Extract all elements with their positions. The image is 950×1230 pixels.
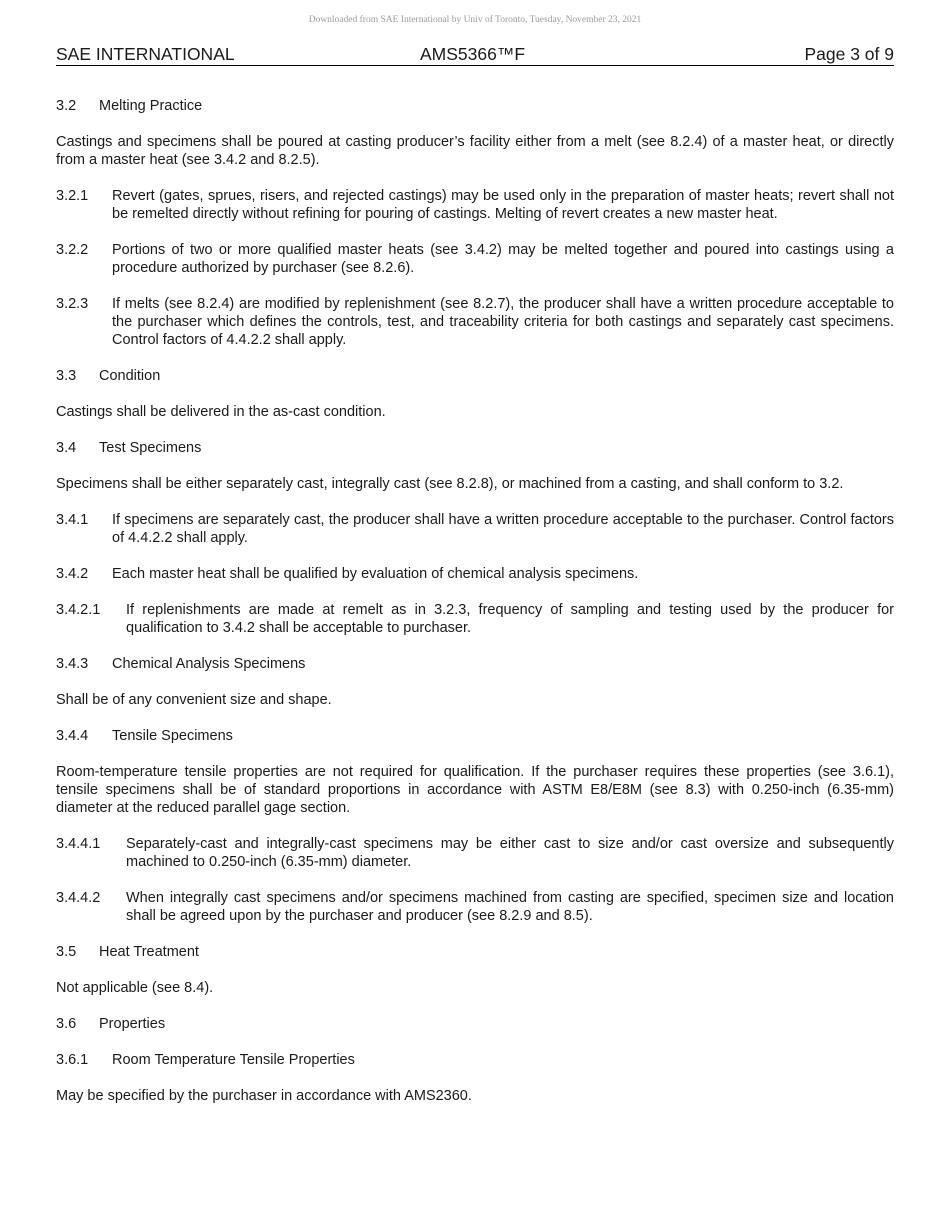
- clause-number: 3.2.1: [56, 188, 89, 204]
- section-title: Melting Practice: [99, 98, 203, 114]
- clause-3-2-3: [56, 295, 894, 349]
- clause-text: Portions of two or more qualified master heats (see 3.4.2) may be melted together and poured into castings using a procedure authorized by purchaser (see 8.2.6).: [112, 242, 894, 276]
- clause-3-4-2: [56, 565, 894, 583]
- clause-number: 3.4.4: [56, 728, 89, 744]
- paragraph-3-4: Specimens shall be either separately cast, integrally cast (see 8.2.8), or machined from a casting, and shall conform to 3.2.: [56, 476, 844, 492]
- document-body: [56, 97, 894, 1123]
- clause-text: If melts (see 8.2.4) are modified by replenishment (see 8.2.7), the producer shall have a written procedure acceptable to the purchaser which defines the controls, test, and traceability criteria for both castings and separately cast specimens. Control factors of 4.4.2.2 shall apply.: [112, 296, 894, 348]
- clause-text: Separately-cast and integrally-cast specimens may be either cast to size and/or cast oversize and subsequently machined to 0.250-inch (6.35-mm) diameter.: [126, 836, 894, 870]
- clause-number: 3.2.3: [56, 296, 89, 312]
- clause-3-2-1: [56, 187, 894, 223]
- clause-number: 3.6.1: [56, 1052, 89, 1068]
- clause-text: Revert (gates, sprues, risers, and rejected castings) may be used only in the preparation of master heats; revert shall not be remelted directly without refining for pouring of castings. Melting of revert creates a new master heat.: [112, 188, 894, 222]
- paragraph-3-6-1: May be specified by the purchaser in accordance with AMS2360.: [56, 1088, 472, 1104]
- clause-number: 3.4.1: [56, 512, 89, 528]
- clause-text: If specimens are separately cast, the producer shall have a written procedure acceptable to the purchaser. Control factors of 4.4.2.2 shall apply.: [112, 512, 894, 546]
- clause-3-4-4: [56, 727, 894, 745]
- clause-number: 3.4.2: [56, 566, 89, 582]
- clause-text: Each master heat shall be qualified by evaluation of chemical analysis specimens.: [112, 566, 639, 582]
- clause-text: If replenishments are made at remelt as in 3.2.3, frequency of sampling and testing used by the producer for qualification to 3.4.2 shall be acceptable to purchaser.: [126, 602, 894, 636]
- page-header: [56, 43, 894, 66]
- clause-text: When integrally cast specimens and/or specimens machined from casting are specified, specimen size and location shall be agreed upon by the purchaser and producer (see 8.2.9 and 8.5).: [126, 890, 894, 924]
- section-title: Heat Treatment: [99, 944, 199, 960]
- section-number: 3.2: [56, 98, 77, 114]
- clause-number: 3.4.2.1: [56, 602, 101, 618]
- paragraph-3-3: Castings shall be delivered in the as-cast condition.: [56, 404, 386, 420]
- clause-title: Room Temperature Tensile Properties: [112, 1052, 355, 1068]
- section-number: 3.6: [56, 1016, 77, 1032]
- download-watermark: Downloaded from SAE International by Univ of Toronto, Tuesday, November 23, 2021: [308, 15, 642, 25]
- clause-3-4-2-1: [56, 601, 894, 637]
- section-title: Test Specimens: [99, 440, 202, 456]
- clause-title: Tensile Specimens: [112, 728, 233, 744]
- clause-3-4-4-1: [56, 835, 894, 871]
- section-number: 3.5: [56, 944, 77, 960]
- clause-3-6-1: [56, 1051, 894, 1069]
- section-heading-3-2: [56, 97, 894, 115]
- section-number: 3.4: [56, 440, 77, 456]
- section-title: Properties: [99, 1016, 166, 1032]
- section-heading-3-5: [56, 943, 894, 961]
- clause-3-4-3: [56, 655, 894, 673]
- header-document-number: AMS5366™F: [420, 44, 526, 64]
- paragraph-3-5: Not applicable (see 8.4).: [56, 980, 214, 996]
- clause-3-4-1: [56, 511, 894, 547]
- clause-number: 3.2.2: [56, 242, 89, 258]
- clause-number: 3.4.4.2: [56, 890, 101, 906]
- clause-3-2-2: [56, 241, 894, 277]
- section-number: 3.3: [56, 368, 77, 384]
- clause-3-4-4-2: [56, 889, 894, 925]
- section-heading-3-6: [56, 1015, 894, 1033]
- clause-title: Chemical Analysis Specimens: [112, 656, 306, 672]
- header-page-number: Page 3 of 9: [804, 44, 894, 64]
- section-title: Condition: [99, 368, 161, 384]
- section-heading-3-4: [56, 439, 894, 457]
- header-organization: SAE INTERNATIONAL: [56, 44, 235, 64]
- paragraph-3-4-4: Room-temperature tensile properties are not required for qualification. If the purchaser requires these properties (see 3.6.1), tensile specimens shall be of standard proportions in accordance with ASTM E8/E8M (see 8.3) with 0.250-inch (6.35-mm) diameter at the reduced parallel gage section.: [56, 764, 894, 816]
- section-heading-3-3: [56, 367, 894, 385]
- paragraph-3-4-3: Shall be of any convenient size and shape.: [56, 692, 332, 708]
- paragraph-3-2: Castings and specimens shall be poured at casting producer’s facility either from a melt (see 8.2.4) of a master heat, or directly from a master heat (see 3.4.2 and 8.2.5).: [56, 134, 894, 168]
- clause-number: 3.4.3: [56, 656, 89, 672]
- clause-number: 3.4.4.1: [56, 836, 101, 852]
